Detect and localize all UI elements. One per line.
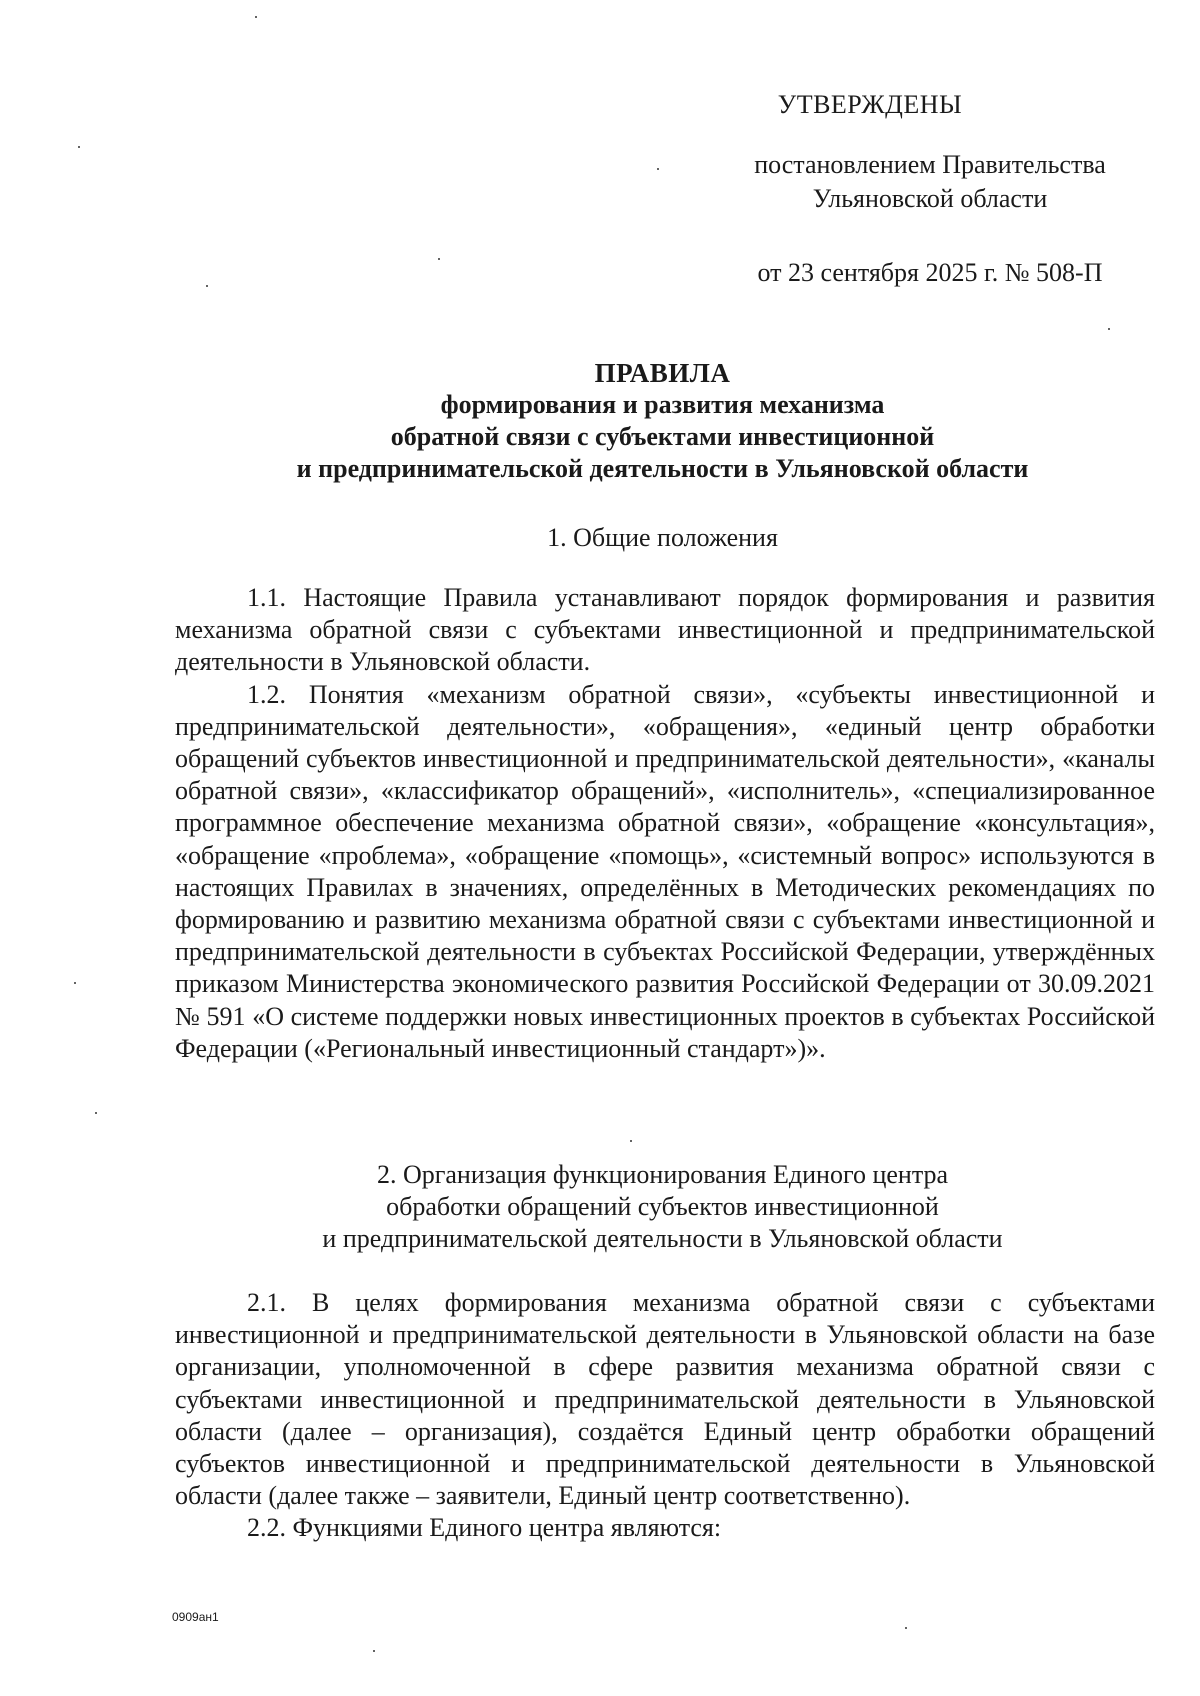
scan-speck	[1108, 328, 1110, 330]
decree-line-2: Ульяновской области	[812, 184, 1048, 213]
section-2-heading	[170, 1159, 1155, 1255]
scan-speck	[657, 168, 659, 170]
decree-line-1: постановлением Правительства	[754, 150, 1106, 179]
title-line-3: и предпринимательской деятельности в Ульяновской области	[296, 454, 1029, 483]
section-2-body	[175, 1287, 1155, 1545]
footer-code: 0909ан1	[172, 1610, 219, 1624]
decree-date-number: от 23 сентября 2025 г. № 508-П	[757, 258, 1103, 287]
scan-speck	[905, 1627, 907, 1629]
section-2-heading-line-2: обработки обращений субъектов инвестиционной	[386, 1192, 939, 1221]
scan-speck	[206, 285, 208, 287]
scan-speck	[373, 1650, 375, 1652]
scan-speck	[95, 1112, 97, 1114]
title-line-2: обратной связи с субъектами инвестиционной	[390, 422, 935, 451]
paragraph-2-2: 2.2. Функциями Единого центра являются:	[247, 1513, 722, 1543]
section-2-heading-line-1: 2. Организация функционирования Единого центра	[376, 1160, 949, 1189]
section-1-body	[175, 582, 1155, 1065]
paragraph-2-1: 2.1. В целях формирования механизма обратной связи с субъектами инвестиционной и предпринимательской деятельности в Ульяновской области на базе организации, уполномоченной в сфере развития механизма обратной связи с субъектами инвестиционной и предпринимательской деятельности в Ульяновской области (далее – организация), создаётся Единый центр обработки обращений субъектов инвестиционной и предпринимательской деятельности в Ульяновской области (далее также – заявители, Единый центр соответственно).	[175, 1288, 1155, 1511]
section-1-heading: 1. Общие положения	[547, 523, 778, 552]
scan-speck	[630, 1140, 632, 1142]
scan-speck	[74, 982, 76, 984]
document-title	[170, 357, 1155, 485]
paragraph-1-1: 1.1. Настоящие Правила устанавливают порядок формирования и развития механизма обратной связи с субъектами инвестиционной и предпринимательской деятельности в Ульяновской области.	[175, 583, 1155, 677]
section-2-heading-line-3: и предпринимательской деятельности в Ульяновской области	[322, 1224, 1003, 1253]
scan-speck	[438, 258, 440, 260]
scan-speck	[78, 146, 80, 148]
title-main: ПРАВИЛА	[594, 358, 731, 388]
scan-speck	[255, 16, 257, 18]
decree-reference	[690, 148, 1170, 216]
paragraph-1-2: 1.2. Понятия «механизм обратной связи», «субъекты инвестиционной и предпринимательской деятельности», «обращения», «единый центр обработки обращений субъектов инвестиционной и предпринимательской деятельности», «каналы обратной связи», «классификатор обращений», «исполнитель», «специализированное программное обеспечение механизма обратной связи», «обращение «консультация», «обращение «проблема», «обращение «помощь», «системный вопрос» используются в настоящих Правилах в значениях, определённых в Методических рекомендациях по формированию и развитию механизма обратной связи с субъектами инвестиционной и предпринимательской деятельности в субъектах Российской Федерации, утверждённых приказом Министерства экономического развития Российской Федерации от 30.09.2021 № 591 «О системе поддержки новых инвестиционных проектов в субъектах Российской Федерации («Региональный инвестиционный стандарт»)».	[175, 679, 1155, 1063]
approved-label: УТВЕРЖДЕНЫ	[777, 90, 963, 119]
title-line-1: формирования и развития механизма	[440, 390, 885, 419]
